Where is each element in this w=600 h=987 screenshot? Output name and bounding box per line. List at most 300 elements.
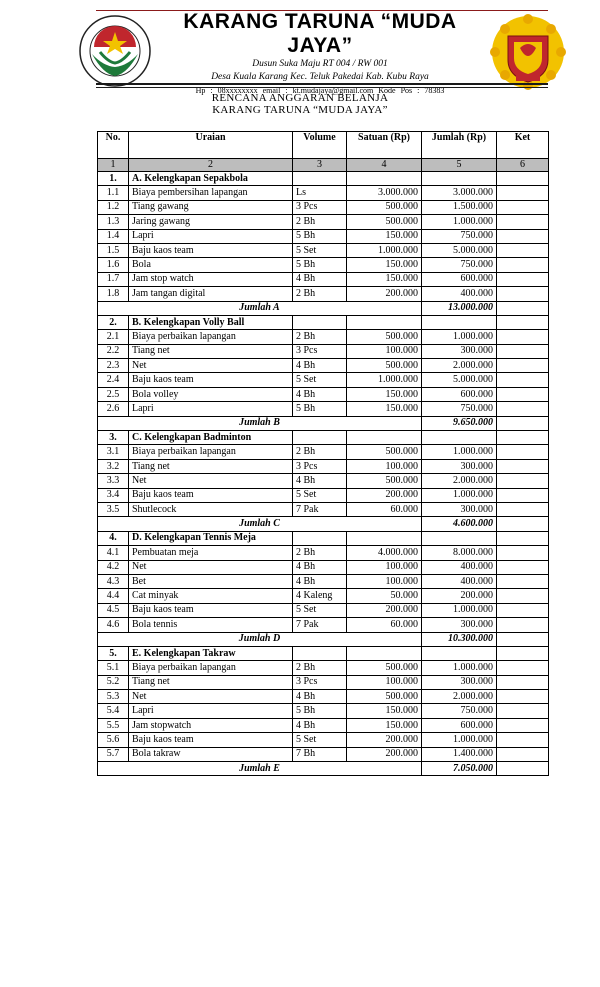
table-row [98, 330, 549, 344]
item-number: 5.3 [98, 690, 129, 704]
budget-table [97, 131, 549, 776]
item-unit-price: 4.000.000 [347, 546, 422, 560]
item-note [497, 215, 549, 229]
item-number: 1.6 [98, 258, 129, 272]
empty-cell [497, 531, 549, 545]
subtotal-label: Jumlah C [98, 517, 422, 531]
subtotal-label: Jumlah A [98, 301, 422, 315]
item-volume: 5 Bh [293, 229, 347, 243]
table-row [98, 243, 549, 257]
item-volume: 4 Bh [293, 474, 347, 488]
item-number: 1.1 [98, 186, 129, 200]
item-note [497, 459, 549, 473]
table-row [98, 747, 549, 761]
subtotal-row [98, 517, 549, 531]
item-description: Net [129, 560, 293, 574]
table-row [98, 502, 549, 516]
table-row [98, 661, 549, 675]
header-no: No. [98, 132, 129, 159]
empty-cell [422, 172, 497, 186]
table-row [98, 546, 549, 560]
item-number: 5.7 [98, 747, 129, 761]
item-number: 3.4 [98, 488, 129, 502]
table-row [98, 560, 549, 574]
section-header-row [98, 646, 549, 660]
item-unit-price: 1.000.000 [347, 243, 422, 257]
section-number: 3. [98, 431, 129, 445]
item-amount: 300.000 [422, 675, 497, 689]
empty-cell [347, 531, 422, 545]
table-row [98, 445, 549, 459]
table-row [98, 589, 549, 603]
item-volume: 2 Bh [293, 445, 347, 459]
section-title: E. Kelengkapan Takraw [129, 646, 293, 660]
item-number: 4.2 [98, 560, 129, 574]
item-amount: 200.000 [422, 589, 497, 603]
item-unit-price: 200.000 [347, 733, 422, 747]
table-row [98, 488, 549, 502]
item-volume: 5 Bh [293, 258, 347, 272]
item-number: 4.3 [98, 574, 129, 588]
item-unit-price: 100.000 [347, 459, 422, 473]
item-description: Jam tangan digital [129, 287, 293, 301]
item-note [497, 690, 549, 704]
item-volume: 2 Bh [293, 330, 347, 344]
item-unit-price: 150.000 [347, 258, 422, 272]
item-volume: 3 Pcs [293, 344, 347, 358]
table-row [98, 474, 549, 488]
item-number: 1.7 [98, 272, 129, 286]
section-header-row [98, 315, 549, 329]
empty-cell [293, 431, 347, 445]
item-number: 3.5 [98, 502, 129, 516]
item-volume: 5 Bh [293, 402, 347, 416]
subtotal-amount: 10.300.000 [422, 632, 497, 646]
item-description: Baju kaos team [129, 373, 293, 387]
empty-cell [347, 315, 422, 329]
section-title: A. Kelengkapan Sepakbola [129, 172, 293, 186]
item-unit-price: 1.000.000 [347, 373, 422, 387]
item-amount: 300.000 [422, 344, 497, 358]
item-amount: 1.000.000 [422, 445, 497, 459]
item-unit-price: 60.000 [347, 618, 422, 632]
table-row [98, 704, 549, 718]
header-volume: Volume [293, 132, 347, 159]
item-note [497, 474, 549, 488]
item-amount: 1.000.000 [422, 488, 497, 502]
item-note [497, 402, 549, 416]
item-note [497, 229, 549, 243]
table-row [98, 675, 549, 689]
item-unit-price: 150.000 [347, 718, 422, 732]
item-volume: 2 Bh [293, 215, 347, 229]
item-unit-price: 500.000 [347, 474, 422, 488]
item-note [497, 488, 549, 502]
empty-cell [422, 315, 497, 329]
item-number: 4.5 [98, 603, 129, 617]
column-number: 4 [347, 159, 422, 172]
item-description: Net [129, 690, 293, 704]
title-line-1: RENCANA ANGGARAN BELANJA [211, 92, 389, 104]
item-volume: 5 Set [293, 373, 347, 387]
title-line-2: KARANG TARUNA “MUDA JAYA” [212, 104, 388, 116]
item-unit-price: 500.000 [347, 661, 422, 675]
item-unit-price: 200.000 [347, 287, 422, 301]
item-unit-price: 60.000 [347, 502, 422, 516]
item-volume: 5 Set [293, 488, 347, 502]
item-unit-price: 500.000 [347, 215, 422, 229]
letterhead [0, 0, 600, 95]
table-row [98, 718, 549, 732]
item-number: 2.4 [98, 373, 129, 387]
item-description: Shutlecock [129, 502, 293, 516]
item-description: Biaya perbaikan lapangan [129, 330, 293, 344]
column-number: 2 [129, 159, 293, 172]
subtotal-row [98, 301, 549, 315]
subtotal-amount: 9.650.000 [422, 416, 497, 430]
item-amount: 400.000 [422, 574, 497, 588]
address-line-1: Dusun Suka Maju RT 004 / RW 001 [252, 59, 388, 69]
item-note [497, 287, 549, 301]
item-amount: 2.000.000 [422, 690, 497, 704]
item-amount: 1.000.000 [422, 733, 497, 747]
item-description: Biaya pembersihan lapangan [129, 186, 293, 200]
contact-line: Hp : 08xxxxxxxx email : kt.mudajaya@gmail.com Kode Pos : 78383 [195, 86, 445, 95]
section-number: 4. [98, 531, 129, 545]
item-unit-price: 200.000 [347, 488, 422, 502]
item-number: 4.6 [98, 618, 129, 632]
item-description: Lapri [129, 229, 293, 243]
government-emblem-icon [490, 14, 566, 90]
subtotal-label: Jumlah E [98, 762, 422, 776]
table-row [98, 200, 549, 214]
item-note [497, 589, 549, 603]
section-title: C. Kelengkapan Badminton [129, 431, 293, 445]
item-volume: 4 Bh [293, 560, 347, 574]
item-number: 5.6 [98, 733, 129, 747]
item-description: Cat minyak [129, 589, 293, 603]
item-unit-price: 150.000 [347, 402, 422, 416]
item-note [497, 272, 549, 286]
item-amount: 1.000.000 [422, 603, 497, 617]
subtotal-label: Jumlah B [98, 416, 422, 430]
item-volume: 4 Bh [293, 272, 347, 286]
empty-cell [497, 172, 549, 186]
item-number: 3.1 [98, 445, 129, 459]
empty-cell [293, 315, 347, 329]
item-unit-price: 150.000 [347, 272, 422, 286]
item-volume: 7 Bh [293, 747, 347, 761]
item-number: 5.1 [98, 661, 129, 675]
item-volume: 5 Set [293, 603, 347, 617]
table-row [98, 603, 549, 617]
subtotal-amount: 7.050.000 [422, 762, 497, 776]
letterhead-rule-thin [96, 87, 548, 88]
item-unit-price: 50.000 [347, 589, 422, 603]
table-row [98, 402, 549, 416]
column-number: 1 [98, 159, 129, 172]
section-title: D. Kelengkapan Tennis Meja [129, 531, 293, 545]
item-volume: 2 Bh [293, 661, 347, 675]
header-ket: Ket [497, 132, 549, 159]
address-line-2: Desa Kuala Karang Kec. Teluk Pakedai Kab. Kubu Raya [211, 72, 429, 82]
section-header-row [98, 531, 549, 545]
item-amount: 750.000 [422, 258, 497, 272]
item-note [497, 344, 549, 358]
table-row [98, 387, 549, 401]
item-amount: 300.000 [422, 502, 497, 516]
item-amount: 2.000.000 [422, 359, 497, 373]
header-satuan: Satuan (Rp) [347, 132, 422, 159]
item-note [497, 186, 549, 200]
item-unit-price: 150.000 [347, 229, 422, 243]
item-description: Biaya perbaikan lapangan [129, 661, 293, 675]
table-row [98, 574, 549, 588]
empty-cell [497, 762, 549, 776]
item-volume: 3 Pcs [293, 459, 347, 473]
item-number: 1.2 [98, 200, 129, 214]
item-description: Tiang net [129, 459, 293, 473]
item-number: 2.3 [98, 359, 129, 373]
item-description: Baju kaos team [129, 603, 293, 617]
item-description: Jam stopwatch [129, 718, 293, 732]
item-amount: 1.000.000 [422, 215, 497, 229]
subtotal-amount: 13.000.000 [422, 301, 497, 315]
column-number-row [98, 159, 549, 172]
item-note [497, 704, 549, 718]
empty-cell [422, 431, 497, 445]
item-volume: 4 Bh [293, 718, 347, 732]
item-volume: 5 Bh [293, 704, 347, 718]
item-description: Baju kaos team [129, 488, 293, 502]
item-note [497, 718, 549, 732]
item-description: Baju kaos team [129, 733, 293, 747]
item-volume: Ls [293, 186, 347, 200]
item-amount: 750.000 [422, 229, 497, 243]
table-row [98, 373, 549, 387]
item-description: Jaring gawang [129, 215, 293, 229]
empty-cell [293, 531, 347, 545]
subtotal-label: Jumlah D [98, 632, 422, 646]
table-row [98, 359, 549, 373]
item-description: Bola volley [129, 387, 293, 401]
item-note [497, 200, 549, 214]
item-description: Net [129, 474, 293, 488]
item-note [497, 373, 549, 387]
column-number: 5 [422, 159, 497, 172]
item-note [497, 560, 549, 574]
section-number: 1. [98, 172, 129, 186]
item-unit-price: 100.000 [347, 574, 422, 588]
section-number: 5. [98, 646, 129, 660]
item-amount: 600.000 [422, 387, 497, 401]
item-description: Lapri [129, 704, 293, 718]
item-volume: 2 Bh [293, 546, 347, 560]
empty-cell [422, 646, 497, 660]
empty-cell [497, 646, 549, 660]
item-unit-price: 500.000 [347, 330, 422, 344]
item-amount: 300.000 [422, 459, 497, 473]
letterhead-rule-thick [96, 83, 548, 85]
item-number: 1.4 [98, 229, 129, 243]
item-number: 5.2 [98, 675, 129, 689]
item-note [497, 603, 549, 617]
item-amount: 400.000 [422, 287, 497, 301]
item-description: Tiang gawang [129, 200, 293, 214]
section-header-row [98, 172, 549, 186]
item-volume: 4 Bh [293, 574, 347, 588]
item-unit-price: 100.000 [347, 675, 422, 689]
table-row [98, 229, 549, 243]
item-volume: 2 Bh [293, 287, 347, 301]
document-title [0, 92, 600, 116]
table-row [98, 258, 549, 272]
item-unit-price: 500.000 [347, 690, 422, 704]
empty-cell [497, 632, 549, 646]
item-number: 1.3 [98, 215, 129, 229]
subtotal-row [98, 632, 549, 646]
item-note [497, 258, 549, 272]
empty-cell [497, 315, 549, 329]
item-description: Net [129, 359, 293, 373]
table-row [98, 733, 549, 747]
item-volume: 7 Pak [293, 502, 347, 516]
item-note [497, 243, 549, 257]
item-description: Lapri [129, 402, 293, 416]
item-note [497, 330, 549, 344]
item-number: 4.4 [98, 589, 129, 603]
item-amount: 1.400.000 [422, 747, 497, 761]
item-amount: 750.000 [422, 704, 497, 718]
item-volume: 4 Bh [293, 690, 347, 704]
item-amount: 8.000.000 [422, 546, 497, 560]
budget-table-body [98, 172, 549, 776]
item-volume: 5 Set [293, 243, 347, 257]
item-description: Bola tennis [129, 618, 293, 632]
item-note [497, 546, 549, 560]
subtotal-row [98, 416, 549, 430]
item-description: Tiang net [129, 675, 293, 689]
item-amount: 600.000 [422, 718, 497, 732]
item-unit-price: 100.000 [347, 344, 422, 358]
table-row [98, 690, 549, 704]
item-amount: 5.000.000 [422, 243, 497, 257]
item-number: 4.1 [98, 546, 129, 560]
item-amount: 300.000 [422, 618, 497, 632]
empty-cell [347, 646, 422, 660]
item-amount: 600.000 [422, 272, 497, 286]
item-description: Baju kaos team [129, 243, 293, 257]
item-amount: 750.000 [422, 402, 497, 416]
subtotal-amount: 4.600.000 [422, 517, 497, 531]
empty-cell [497, 431, 549, 445]
item-number: 3.2 [98, 459, 129, 473]
table-row [98, 215, 549, 229]
item-volume: 3 Pcs [293, 200, 347, 214]
item-volume: 3 Pcs [293, 675, 347, 689]
item-unit-price: 150.000 [347, 704, 422, 718]
item-unit-price: 150.000 [347, 387, 422, 401]
empty-cell [347, 431, 422, 445]
item-description: Bola [129, 258, 293, 272]
item-description: Biaya perbaikan lapangan [129, 445, 293, 459]
item-amount: 2.000.000 [422, 474, 497, 488]
table-row [98, 344, 549, 358]
item-unit-price: 200.000 [347, 747, 422, 761]
item-note [497, 675, 549, 689]
karang-taruna-logo-icon [78, 14, 152, 88]
item-description: Bola takraw [129, 747, 293, 761]
item-unit-price: 500.000 [347, 200, 422, 214]
empty-cell [293, 646, 347, 660]
item-unit-price: 500.000 [347, 445, 422, 459]
header-uraian: Uraian [129, 132, 293, 159]
table-row [98, 272, 549, 286]
item-amount: 1.500.000 [422, 200, 497, 214]
item-note [497, 733, 549, 747]
item-amount: 5.000.000 [422, 373, 497, 387]
item-note [497, 574, 549, 588]
item-note [497, 661, 549, 675]
empty-cell [497, 416, 549, 430]
item-amount: 400.000 [422, 560, 497, 574]
table-row [98, 287, 549, 301]
subtotal-row [98, 762, 549, 776]
item-number: 5.5 [98, 718, 129, 732]
item-number: 2.5 [98, 387, 129, 401]
item-amount: 1.000.000 [422, 661, 497, 675]
item-amount: 3.000.000 [422, 186, 497, 200]
empty-cell [293, 172, 347, 186]
item-note [497, 359, 549, 373]
item-volume: 7 Pak [293, 618, 347, 632]
item-description: Tiang net [129, 344, 293, 358]
item-number: 3.3 [98, 474, 129, 488]
item-volume: 4 Bh [293, 359, 347, 373]
item-unit-price: 500.000 [347, 359, 422, 373]
item-amount: 1.000.000 [422, 330, 497, 344]
section-title: B. Kelengkapan Volly Ball [129, 315, 293, 329]
empty-cell [497, 517, 549, 531]
item-description: Pembuatan meja [129, 546, 293, 560]
item-number: 1.5 [98, 243, 129, 257]
column-number: 6 [497, 159, 549, 172]
item-note [497, 387, 549, 401]
empty-cell [347, 172, 422, 186]
section-number: 2. [98, 315, 129, 329]
empty-cell [422, 531, 497, 545]
item-note [497, 747, 549, 761]
organization-name: KARANG TARUNA “MUDA JAYA” [183, 10, 457, 57]
item-note [497, 618, 549, 632]
item-note [497, 502, 549, 516]
item-unit-price: 100.000 [347, 560, 422, 574]
item-number: 1.8 [98, 287, 129, 301]
item-number: 2.6 [98, 402, 129, 416]
item-number: 2.2 [98, 344, 129, 358]
table-row [98, 618, 549, 632]
header-jumlah: Jumlah (Rp) [422, 132, 497, 159]
item-unit-price: 3.000.000 [347, 186, 422, 200]
section-header-row [98, 431, 549, 445]
column-number: 3 [293, 159, 347, 172]
item-note [497, 445, 549, 459]
item-unit-price: 200.000 [347, 603, 422, 617]
item-number: 5.4 [98, 704, 129, 718]
item-volume: 4 Bh [293, 387, 347, 401]
item-description: Jam stop watch [129, 272, 293, 286]
table-row [98, 186, 549, 200]
